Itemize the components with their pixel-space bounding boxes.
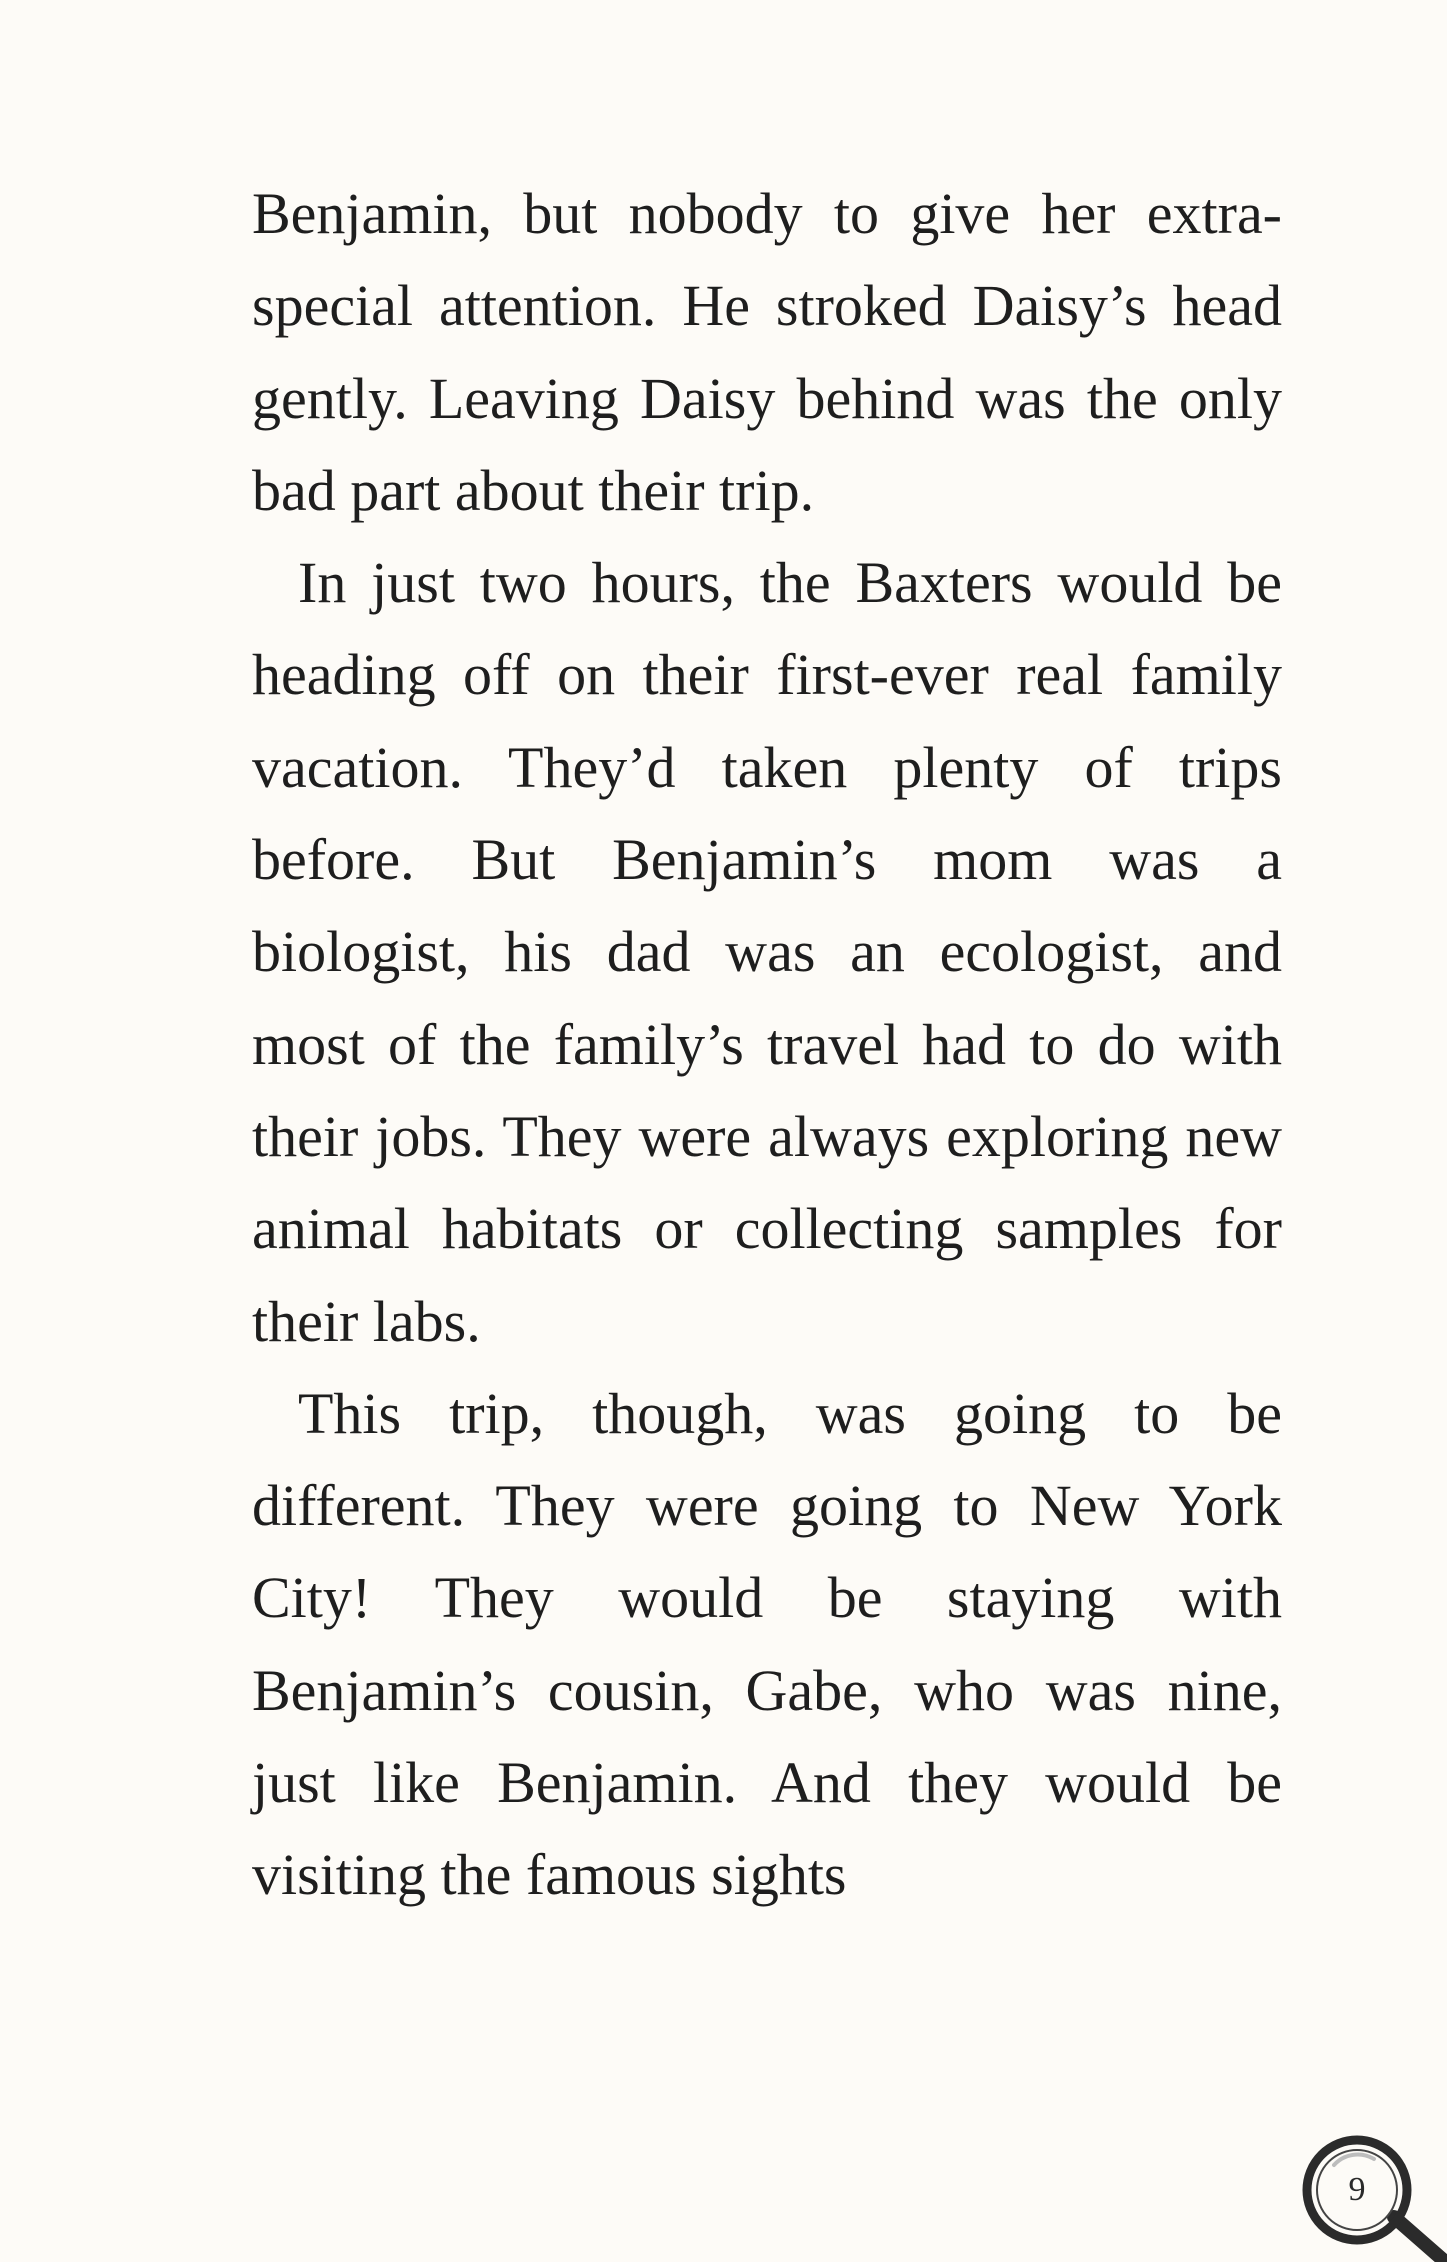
paragraph-3: This trip, though, was going to be different. They were going to New York City! They would be staying with Benjamin’s cousin, Gabe, who was nine, just like Benjamin. And they would be visiting the famous sights xyxy=(252,1380,1282,1908)
body-text xyxy=(252,168,1282,1922)
page-number-badge xyxy=(1282,2125,1447,2262)
paragraph-1: Benjamin, but nobody to give her extra-special attention. He stroked Daisy’s head gently. Leaving Daisy behind was the only bad part about their trip. xyxy=(252,181,1282,523)
page-number: 9 xyxy=(1348,2171,1366,2208)
paragraph-2: In just two hours, the Baxters would be heading off on their first-ever real family vacation. They’d taken plenty of trips before. But Benjamin’s mom was a biologist, his dad was an ecologist, and most of the family’s travel had to do with their jobs. They were always exploring new animal habitats or collecting samples for their labs. xyxy=(252,550,1282,1354)
